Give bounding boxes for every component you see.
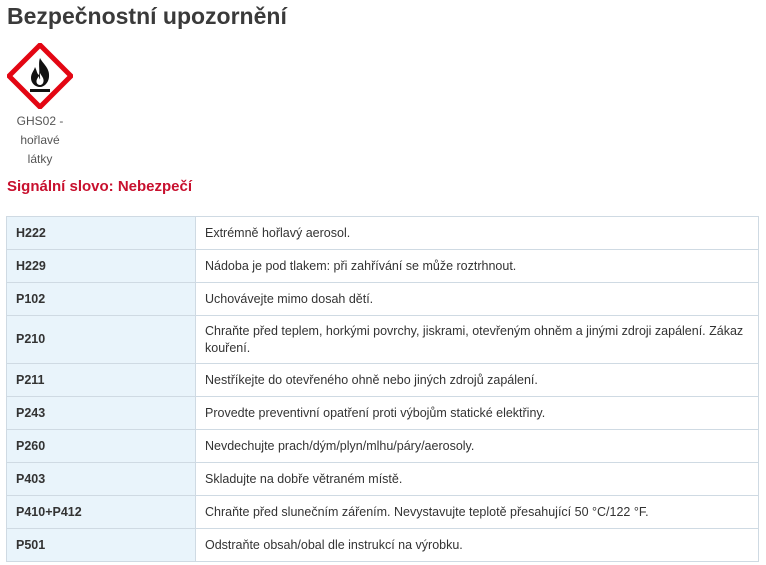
statement-code: P243 xyxy=(7,397,196,430)
statement-text: Nestříkejte do otevřeného ohně nebo jiných zdrojů zapálení. xyxy=(196,364,759,397)
table-row xyxy=(7,217,759,250)
table-row xyxy=(7,430,759,463)
statement-code: P102 xyxy=(7,283,196,316)
statement-text: Uchovávejte mimo dosah dětí. xyxy=(196,283,759,316)
page-title: Bezpečnostní upozornění xyxy=(7,3,287,29)
ghs02-flame-icon xyxy=(7,43,73,109)
table-row xyxy=(7,283,759,316)
statement-text: Chraňte před teplem, horkými povrchy, jiskrami, otevřeným ohněm a jinými zdroji zapálení. Zákaz kouření. xyxy=(196,316,759,364)
statement-code: P211 xyxy=(7,364,196,397)
table-row xyxy=(7,250,759,283)
statement-code: H229 xyxy=(7,250,196,283)
hazard-statements-table xyxy=(6,216,759,562)
statement-text: Odstraňte obsah/obal dle instrukcí na výrobku. xyxy=(196,529,759,562)
pictogram-label: GHS02 - hořlavé látky xyxy=(16,114,64,166)
statement-code: P501 xyxy=(7,529,196,562)
statement-code: H222 xyxy=(7,217,196,250)
table-row xyxy=(7,397,759,430)
statement-text: Skladujte na dobře větraném místě. xyxy=(196,463,759,496)
statement-text: Provedte preventivní opatření proti výbojům statické elektřiny. xyxy=(196,397,759,430)
table-row xyxy=(7,364,759,397)
statement-code: P210 xyxy=(7,316,196,364)
statement-text: Extrémně hořlavý aerosol. xyxy=(196,217,759,250)
table-row xyxy=(7,316,759,364)
statement-text: Chraňte před slunečním zářením. Nevystavujte teplotě přesahující 50 °C/122 °F. xyxy=(196,496,759,529)
table-row xyxy=(7,463,759,496)
table-row xyxy=(7,496,759,529)
statement-code: P410+P412 xyxy=(7,496,196,529)
ghs02-pictogram xyxy=(7,43,73,169)
statement-code: P260 xyxy=(7,430,196,463)
statement-code: P403 xyxy=(7,463,196,496)
signal-word: Signální slovo: Nebezpečí xyxy=(7,178,193,195)
table-row xyxy=(7,529,759,562)
statement-text: Nádoba je pod tlakem: při zahřívání se může roztrhnout. xyxy=(196,250,759,283)
statement-text: Nevdechujte prach/dým/plyn/mlhu/páry/aerosoly. xyxy=(196,430,759,463)
